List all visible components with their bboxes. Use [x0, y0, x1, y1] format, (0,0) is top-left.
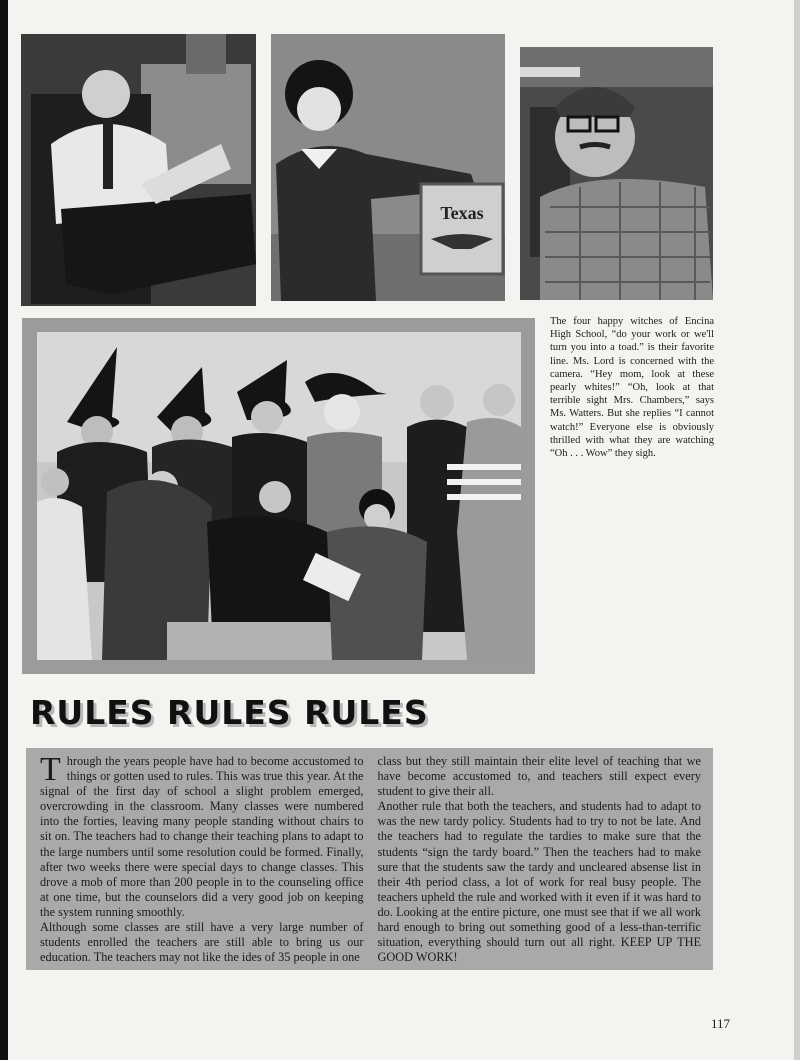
photo-witches-group — [37, 332, 521, 660]
story-column-right — [378, 754, 702, 970]
drop-cap: T — [40, 751, 61, 788]
page-edge — [794, 0, 800, 1060]
story-box — [26, 748, 713, 970]
photo-seated-teacher — [21, 34, 256, 306]
story-paragraph — [40, 751, 364, 920]
story-paragraph: class but they still maintain their elite level of teaching that we have become accustomed to, and teachers still expect every student to give their all. — [377, 754, 701, 799]
texas-sign: Texas — [440, 203, 484, 223]
page-number: 117 — [711, 1016, 731, 1031]
photo-caption: The four happy witches of Encina High School, “do your work or we'll turn you into a toad.” is their favorite line. Ms. Lord is concerned with the camera. “Hey mom, look at these pearly whites!” “Oh, look at that terrible sight Mrs. Chambers,” says Ms. Watters. But she replies “I cannot watch!” Everyone else is obviously thrilled with what they are watching “Oh . . . Wow” they sigh. — [550, 316, 714, 460]
story-paragraph: Although some classes are still have a very large number of students enrolled the teachers are still able to bring us our education. The teachers may not like the ides of 35 people in one — [40, 920, 364, 965]
photo-texas-teacher — [271, 34, 505, 301]
story-column-left — [40, 751, 364, 970]
story-paragraph: Another rule that both the teachers, and students had to adapt to was the new tardy policy. Students had to try to not be late. And the teachers had to regulate the tardies to make sure that the students “sign the tardy board.” Then the teachers had to make sure that the students saw the tardy and uncleared absense list in their 4th period class, a lot of work for real busy people. The teachers upheld the rule and worked with it even if it was hard to do. Looking at the entire picture, one must see that if we all work hard enough to bring out something good of a less-than-terrific situation, everything should turn out all right. KEEP UP THE GOOD WORK! — [377, 799, 701, 965]
headline: RULES RULES RULES — [30, 693, 429, 732]
story-text: hrough the years people have had to become accustomed to things or gotten used to rules. This was true this year. At the signal of the first day of school a slight problem emerged, overcrowding in the classroom. Many classes were numbered into the forties, leaving many people standing without chairs to sit on. The teachers had to change their teaching plans to adapt to the large numbers until some resolution could be formed. Finally, after two weeks there were special days to change classes. This drove a mob of more than 200 people in to the counseling office at one time, but the counselors did a very good job on keeping the system running smoothly. — [40, 754, 364, 919]
binding-edge — [0, 0, 8, 1060]
photo-plaid-teacher — [520, 47, 713, 300]
